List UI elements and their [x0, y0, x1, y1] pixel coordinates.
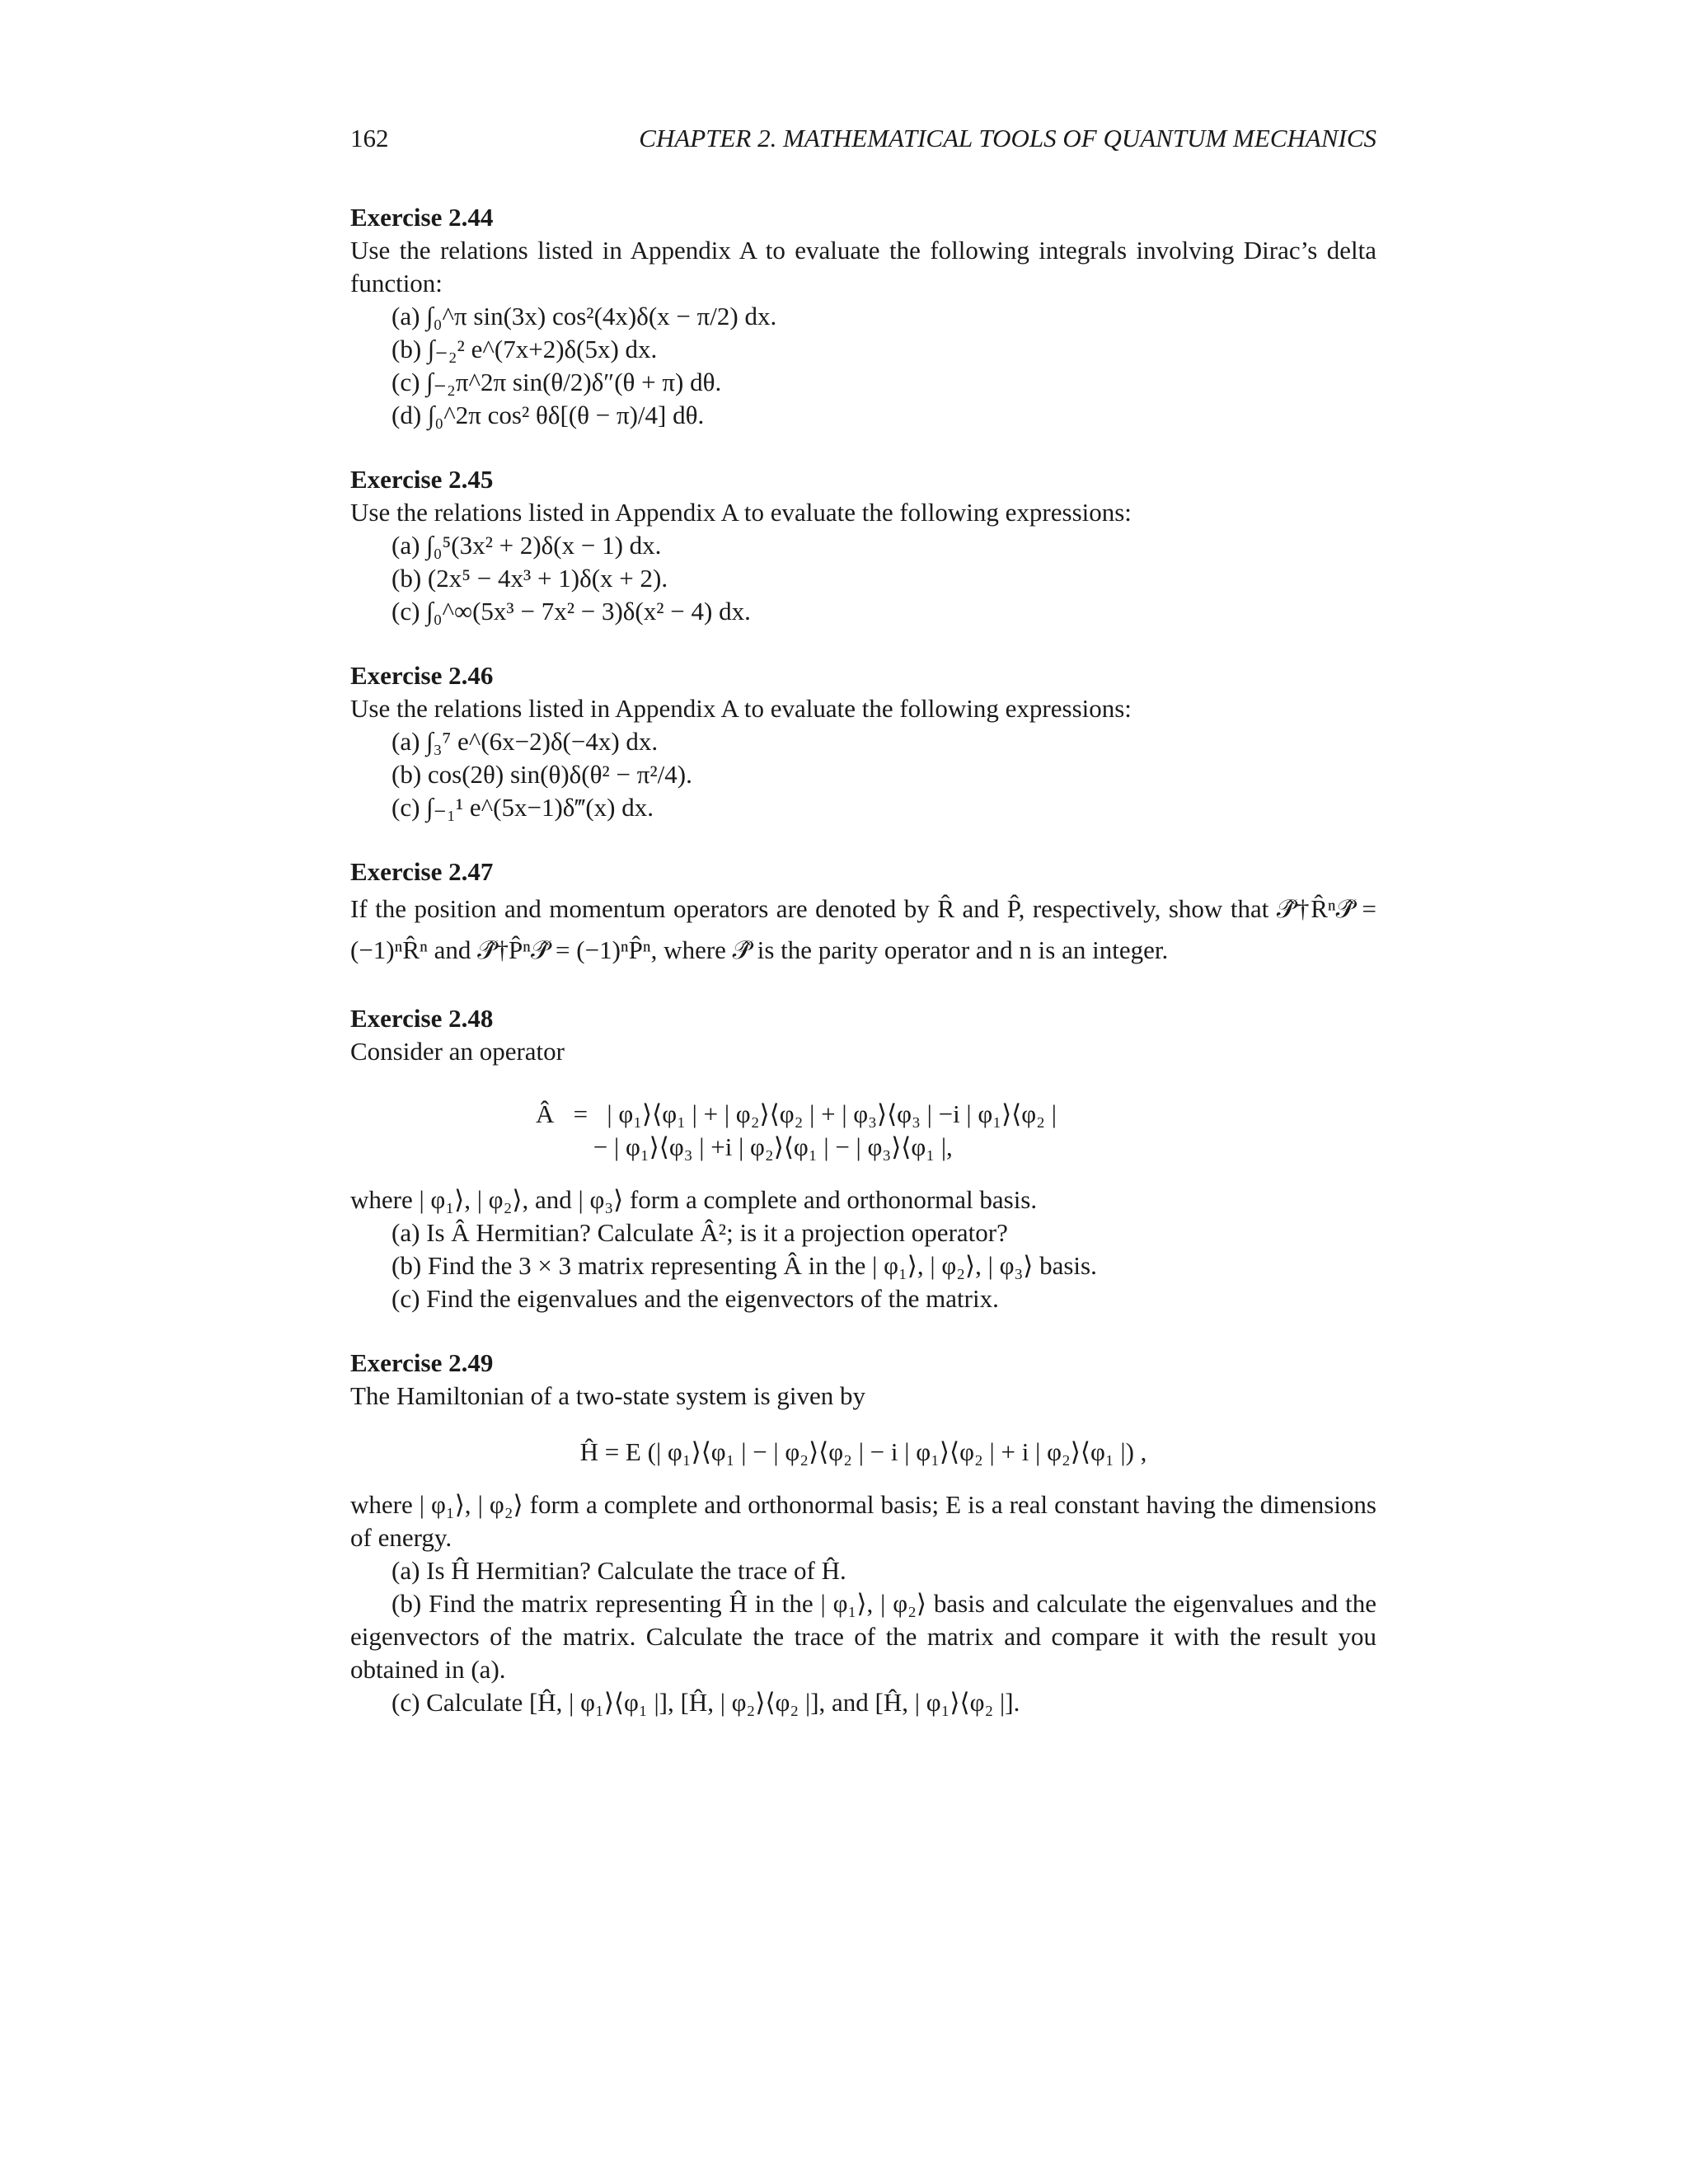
exercise-item: (c) ∫₀^∞(5x³ − 7x² − 3)δ(x² − 4) dx.: [392, 597, 751, 626]
exercise-title: Exercise 2.47: [350, 857, 494, 886]
exercise-intro: Use the relations listed in Appendix A to evaluate the following expressions:: [350, 498, 1132, 527]
exercise-item: (b) (2x⁵ − 4x³ + 1)δ(x + 2).: [392, 564, 668, 593]
exercise-title: Exercise 2.46: [350, 661, 494, 690]
exercise-intro: The Hamiltonian of a two-state system is given by: [350, 1381, 866, 1410]
exercise-text: If the position and momentum operators are denoted by R̂ and P̂, respectively, show that 𝒫̂†R̂ⁿ𝒫̂ = (−1)ⁿR̂ⁿ and 𝒫̂†P̂ⁿ𝒫̂ = (−1)ⁿP̂ⁿ, where 𝒫̂ is the parity operator and n is an integer.: [350, 894, 1376, 964]
exercise-intro: Use the relations listed in Appendix A to evaluate the following integrals involving Dirac’s delta function:: [350, 236, 1376, 298]
exercise-item: (b) cos(2θ) sin(θ)δ(θ² − π²/4).: [392, 760, 692, 789]
chapter-title: CHAPTER 2. MATHEMATICAL TOOLS OF QUANTUM MECHANICS: [639, 124, 1376, 152]
exercise-item: (c) ∫₋₂π^2π sin(θ/2)δ″(θ + π) dθ.: [392, 368, 722, 396]
exercise-item: (a) ∫₀⁵(3x² + 2)δ(x − 1) dx.: [392, 531, 662, 560]
exercise-2-49: [350, 1347, 1376, 1719]
exercise-item: (a) ∫₃⁷ e^(6x−2)δ(−4x) dx.: [392, 727, 659, 756]
exercise-title: Exercise 2.48: [350, 1004, 494, 1033]
exercise-item: (c) Calculate [Ĥ, | φ₁⟩⟨φ₁ |], [Ĥ, | φ₂⟩⟨φ₂ |], and [Ĥ, | φ₁⟩⟨φ₂ |].: [392, 1688, 1020, 1717]
exercise-item: (a) Is Ĥ Hermitian? Calculate the trace of Ĥ.: [392, 1556, 846, 1585]
exercise-intro: Consider an operator: [350, 1037, 565, 1066]
exercise-text: where | φ₁⟩, | φ₂⟩, and | φ₃⟩ form a complete and orthonormal basis.: [350, 1185, 1038, 1214]
operator-equation: [350, 1098, 1376, 1164]
exercise-item: (b) ∫₋₂² e^(7x+2)δ(5x) dx.: [392, 335, 658, 363]
exercise-2-46: [350, 659, 1376, 824]
exercise-2-48: [350, 1002, 1376, 1315]
exercise-title: Exercise 2.44: [350, 203, 494, 232]
page-number: 162: [350, 124, 389, 152]
exercise-item: (a) Is Â Hermitian? Calculate Â²; is it a projection operator?: [392, 1218, 1008, 1247]
exercise-intro: Use the relations listed in Appendix A to evaluate the following expressions:: [350, 694, 1132, 723]
exercise-item: (d) ∫₀^2π cos² θδ[(θ − π)/4] dθ.: [392, 401, 705, 429]
equation-line: − | φ₁⟩⟨φ₃ | +i | φ₂⟩⟨φ₁ | − | φ₃⟩⟨φ₁ |,: [536, 1132, 953, 1161]
exercise-2-47: [350, 855, 1376, 971]
exercise-title: Exercise 2.49: [350, 1348, 494, 1377]
page: [350, 124, 1376, 1719]
exercise-item: (c) Find the eigenvalues and the eigenvectors of the matrix.: [392, 1284, 999, 1313]
exercise-text: where | φ₁⟩, | φ₂⟩ form a complete and orthonormal basis; E is a real constant having the dimensions of energy.: [350, 1490, 1376, 1552]
exercise-2-44: [350, 201, 1376, 432]
exercise-item: (b) Find the matrix representing Ĥ in the | φ₁⟩, | φ₂⟩ basis and calculate the eigenvalues and the eigenvectors of the matrix. Calculate the trace of the matrix and compare it with the result you obtained in (a).: [350, 1589, 1376, 1684]
exercise-item: (c) ∫₋₁¹ e^(5x−1)δ‴(x) dx.: [392, 793, 654, 822]
exercise-title: Exercise 2.45: [350, 465, 494, 494]
equation-line: Â = | φ₁⟩⟨φ₁ | + | φ₂⟩⟨φ₂ | + | φ₃⟩⟨φ₃ | −i | φ₁⟩⟨φ₂ |: [536, 1099, 1057, 1128]
exercise-2-45: [350, 463, 1376, 628]
exercise-item: (a) ∫₀^π sin(3x) cos²(4x)δ(x − π/2) dx.: [392, 302, 777, 330]
exercise-item: (b) Find the 3 × 3 matrix representing Â in the | φ₁⟩, | φ₂⟩, | φ₃⟩ basis.: [392, 1251, 1097, 1280]
hamiltonian-equation: Ĥ = E (| φ₁⟩⟨φ₁ | − | φ₂⟩⟨φ₂ | − i | φ₁⟩⟨φ₂ | + i | φ₂⟩⟨φ₁ |) ,: [579, 1437, 1147, 1466]
running-head: [350, 124, 1376, 166]
